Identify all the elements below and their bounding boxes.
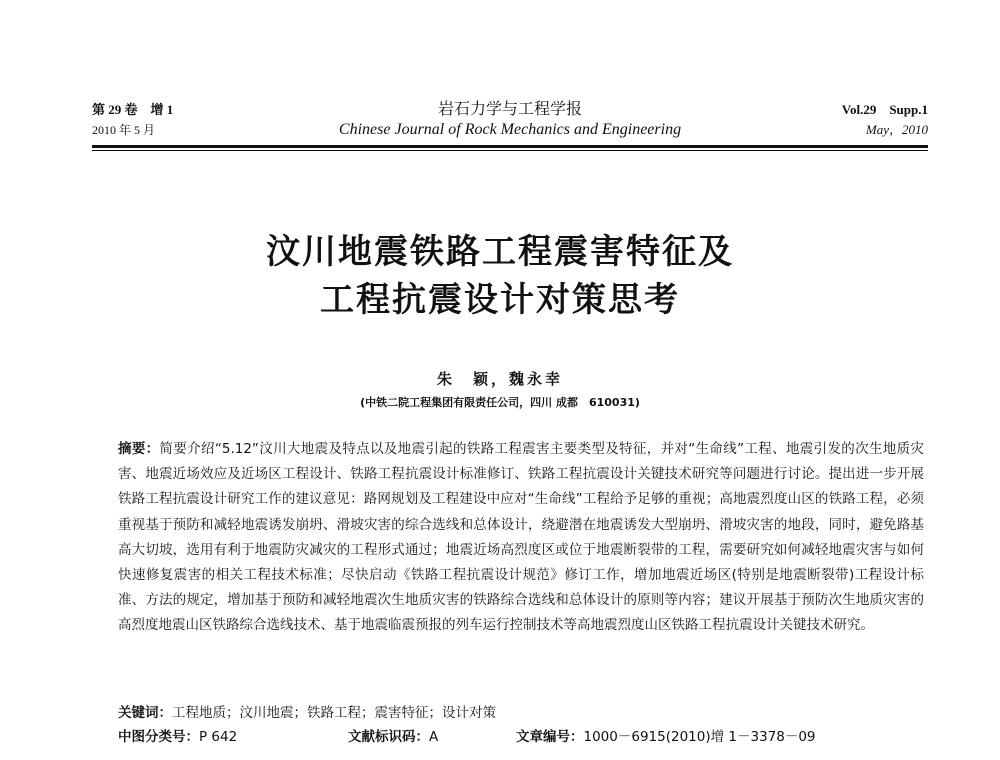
article-number-label: 文章编号： (516, 729, 584, 745)
authors: 朱 颖，魏永幸 (436, 370, 563, 388)
title-line-2: 工程抗震设计对策思考 (320, 280, 680, 320)
article-number-value: 1000－6915(2010)增 1－3378－09 (583, 729, 816, 745)
classification-line (118, 726, 924, 748)
document-code-value: A (429, 729, 439, 745)
publication-date-en: May，2010 (865, 122, 928, 137)
journal-header (92, 100, 928, 146)
volume-issue: 第 29 卷 增 1 (92, 102, 174, 117)
document-code-label: 文献标识码： (348, 729, 429, 745)
journal-name-cn: 岩石力学与工程学报 (437, 101, 582, 118)
clc-label: 中图分类号： (118, 729, 199, 745)
journal-name-en: Chinese Journal of Rock Mechanics and Engineering (338, 121, 682, 138)
keywords (118, 702, 924, 724)
document-code (348, 726, 438, 748)
abstract-text: 简要介绍“5.12”汶川大地震及特点以及地震引起的铁路工程震害主要类型及特征，并对“生命线”工程、地震引发的次生地质灾害、地震近场效应及近场区工程设计、铁路工程抗震设计标准修订、铁路工程抗震设计关键技术研究等问题进行讨论。提出进一步开展铁路工程抗震设计研究工作的建议意见：路网规划及工程建设中应对“生命线”工程给予足够的重视；高地震烈度山区的铁路工程，必须重视基于预防和减轻地震诱发崩坍、滑坡灾害的综合选线和总体设计，绕避潜在地震诱发大型崩坍、滑坡灾害的地段，同时，避免路基高大切坡，选用有利于地震防灾减灾的工程形式通过；地震近场高烈度区或位于地震断裂带的工程，需要研究如何减轻地震灾害与如何快速修复震害的相关工程技术标准；尽快启动《铁路工程抗震设计规范》修订工作，增加地震近场区(特别是地震断裂带)工程设计标准、方法的规定，增加基于预防和减轻地震次生地质灾害的铁路综合选线和总体设计的原则等内容；建议开展基于预防次生地质灾害的高烈度地震山区铁路综合选线技术、基于地震临震预报的列车运行控制技术等高地震烈度山区铁路工程抗震设计关键技术研究。 (118, 441, 924, 634)
publication-date-cn: 2010 年 5 月 (92, 123, 156, 137)
header-rule-thin (92, 150, 928, 151)
keywords-text: 工程地质；汶川地震；铁路工程；震害特征；设计对策 (172, 705, 496, 721)
title-line-1: 汶川地震铁路工程震害特征及 (266, 232, 734, 272)
paper-title (0, 228, 1000, 324)
abstract-label: 摘要： (118, 441, 160, 457)
volume-supplement: Vol.29 Supp.1 (841, 102, 928, 117)
issue-info-en (842, 100, 928, 140)
clc-number (118, 726, 237, 748)
abstract (118, 437, 924, 639)
clc-value: P 642 (199, 729, 238, 745)
journal-name (92, 100, 928, 140)
keywords-label: 关键词： (118, 705, 172, 721)
article-number (516, 726, 816, 748)
affiliation: (中铁二院工程集团有限责任公司，四川 成都 610031) (360, 396, 640, 409)
header-rule-thick (92, 145, 928, 148)
